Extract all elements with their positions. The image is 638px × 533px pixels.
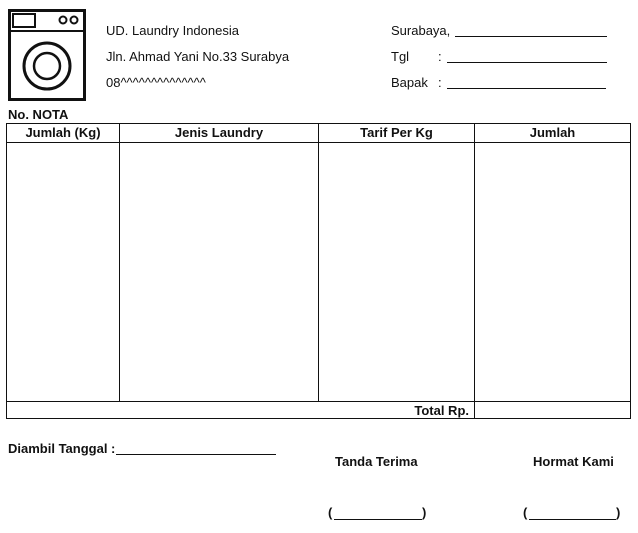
column-header-amount: Jumlah xyxy=(529,125,576,140)
sender-signature-line[interactable] xyxy=(529,519,616,520)
column-header-laundry-type: Jenis Laundry xyxy=(174,125,264,140)
date-label: Tgl xyxy=(391,49,410,64)
company-name: UD. Laundry Indonesia xyxy=(106,23,239,38)
signature-paren-close: ) xyxy=(616,505,621,520)
customer-colon: : xyxy=(438,75,442,90)
regards-label: Hormat Kami xyxy=(533,454,614,469)
company-address: Jln. Ahmad Yani No.33 Surabya xyxy=(106,49,290,64)
pickup-date-field[interactable] xyxy=(116,454,276,455)
received-by-label: Tanda Terima xyxy=(335,454,418,469)
total-row xyxy=(7,401,630,419)
signature-paren-open: ( xyxy=(523,505,528,520)
signature-paren-close: ) xyxy=(422,505,427,520)
date-colon: : xyxy=(438,49,442,64)
city-label: Surabaya, xyxy=(391,23,451,38)
receiver-signature-line[interactable] xyxy=(334,519,422,520)
date-field[interactable] xyxy=(447,62,607,63)
laundry-table xyxy=(6,123,631,419)
customer-label: Bapak xyxy=(391,75,428,90)
column-divider xyxy=(318,124,319,401)
pickup-date-label: Diambil Tanggal : xyxy=(8,441,116,456)
total-label: Total Rp. xyxy=(414,403,469,418)
column-header-rate: Tarif Per Kg xyxy=(360,125,433,140)
customer-field[interactable] xyxy=(447,88,606,89)
column-header-weight: Jumlah (Kg) xyxy=(25,125,101,140)
signature-paren-open: ( xyxy=(328,505,333,520)
column-divider xyxy=(119,124,120,401)
nota-label: No. NOTA xyxy=(8,107,69,122)
column-divider xyxy=(474,124,475,418)
washing-machine-logo-icon xyxy=(8,9,86,101)
city-date-field[interactable] xyxy=(455,36,607,37)
company-phone: 08^^^^^^^^^^^^^^ xyxy=(106,75,206,90)
